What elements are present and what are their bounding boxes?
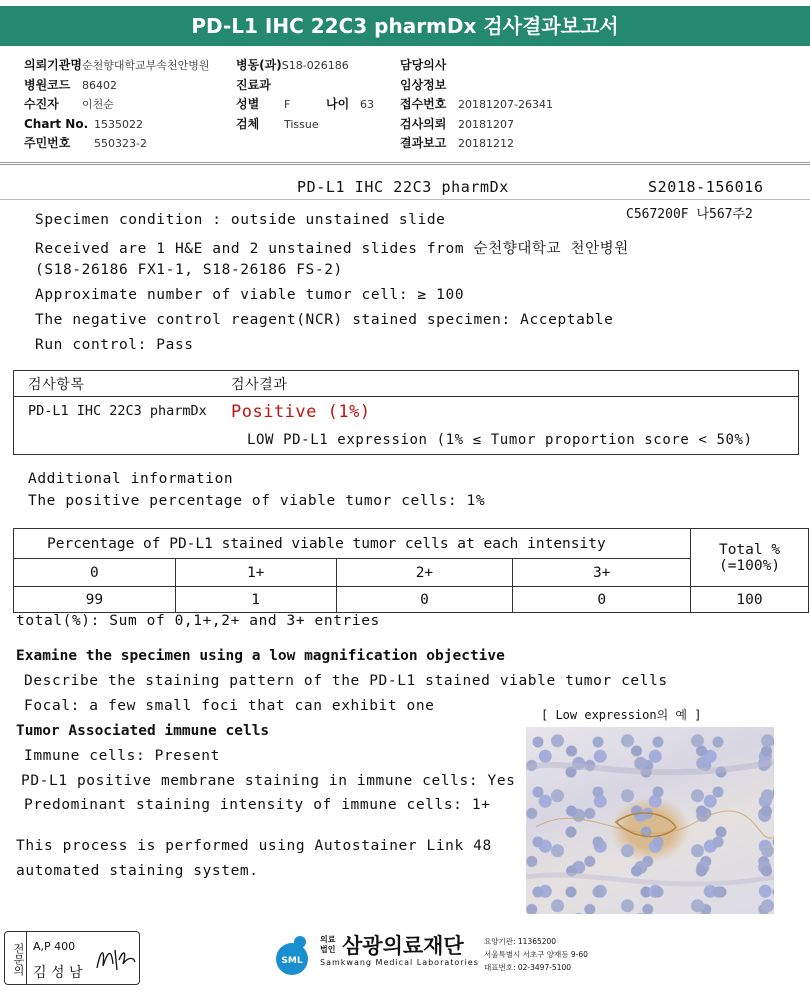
info-row-dept xyxy=(236,76,374,96)
intensity-value: 1 xyxy=(175,587,336,613)
report-title: PD-L1 IHC 22C3 pharmDx 검사결과보고서 xyxy=(0,6,810,46)
info-label: 검사의뢰 xyxy=(400,116,447,131)
foundation-type-2: 법인 xyxy=(320,945,336,954)
doctor-name: 김 성 남 xyxy=(33,965,83,981)
slide-ids: (S18-26186 FX1-1, S18-26186 FS-2) xyxy=(35,262,343,278)
info-label: 임상정보 xyxy=(400,77,447,92)
info-value: 550323-2 xyxy=(94,137,147,150)
run-control: Run control: Pass xyxy=(35,337,194,353)
logo-text: SML xyxy=(281,956,303,966)
examine-line2: Focal: a few small foci that can exhibit one xyxy=(24,698,435,714)
foundation-type-1: 의료 xyxy=(320,935,336,944)
info-row-hospital xyxy=(24,56,210,76)
contact-line: 서울특별시 서초구 양재동 9-60 xyxy=(484,950,588,959)
info-label: 진료과 xyxy=(236,77,271,92)
additional-text: The positive percentage of viable tumor cells: 1% xyxy=(28,493,486,509)
additional-title: Additional information xyxy=(28,471,234,487)
image-caption: [ Low expression의 예 ] xyxy=(541,708,702,722)
info-label: Chart No. xyxy=(24,116,89,131)
foundation-name: 삼광의료재단 xyxy=(342,934,464,958)
result-test-item: PD-L1 IHC 22C3 pharmDx xyxy=(28,403,207,419)
info-label: 결과보고 xyxy=(400,136,447,150)
info-value: 1535022 xyxy=(94,117,143,131)
info-label: 검체 xyxy=(236,116,260,131)
signature-box xyxy=(4,931,140,985)
info-row-chart xyxy=(24,115,210,135)
result-expression-note: LOW PD-L1 expression (1% ≤ Tumor proportion score < 50%) xyxy=(247,432,753,448)
result-table-divider xyxy=(13,396,799,397)
histology-overlay xyxy=(526,727,774,914)
info-value: 20181207-26341 xyxy=(458,98,553,111)
info-value: 63 xyxy=(360,98,374,111)
immune-line: Immune cells: Present xyxy=(24,748,220,764)
result-header-item: 검사항목 xyxy=(28,377,85,393)
table-footnote: total(%): Sum of 0,1+,2+ and 3+ entries xyxy=(16,613,380,629)
info-row-id xyxy=(24,134,210,154)
intensity-value: 0 xyxy=(513,587,691,613)
info-value: 20181212 xyxy=(458,137,514,150)
intensity-value: 99 xyxy=(14,587,176,613)
info-label: 병동(과) xyxy=(236,58,282,72)
examine-title: Examine the specimen using a low magnification objective xyxy=(16,648,505,664)
info-value: 이천순 xyxy=(82,98,114,111)
immune-title: Tumor Associated immune cells xyxy=(16,723,270,739)
result-header-result: 검사결과 xyxy=(231,377,288,393)
total-header-label: Total % xyxy=(718,541,781,558)
histology-image xyxy=(526,727,774,914)
intensity-header: 0 xyxy=(14,559,176,587)
intensity-header: 3+ xyxy=(513,559,691,587)
info-row-doctor xyxy=(400,56,553,76)
info-row-hospital-code xyxy=(24,76,210,96)
test-name-heading: PD-L1 IHC 22C3 pharmDx xyxy=(297,178,509,196)
total-header xyxy=(691,529,809,587)
info-value: 86402 xyxy=(82,78,117,92)
doctor-signature xyxy=(93,942,137,976)
patient-info-col2 xyxy=(236,56,374,134)
info-row-patient xyxy=(24,95,210,115)
report-footer xyxy=(0,925,810,996)
info-label: 담당의사 xyxy=(400,58,447,72)
sub-id: C567200F 나567주2 xyxy=(626,207,753,222)
patient-info-col1 xyxy=(24,56,210,154)
info-label: 접수번호 xyxy=(400,97,447,111)
examine-line1: Describe the staining pattern of the PD-L1 stained viable tumor cells xyxy=(24,673,668,689)
info-row-clinical xyxy=(400,76,553,96)
info-label: 성별 xyxy=(236,97,260,111)
contact-line: 대표번호: 02-3497-5100 xyxy=(484,963,572,972)
total-header-sub: (=100%) xyxy=(718,557,781,574)
info-value: 20181207 xyxy=(458,117,514,131)
immune-line: Predominant staining intensity of immune cells: 1+ xyxy=(24,797,491,813)
intensity-header: 1+ xyxy=(175,559,336,587)
intensity-total: 100 xyxy=(691,587,809,613)
ncr-status: The negative control reagent(NCR) stained specimen: Acceptable xyxy=(35,312,614,328)
info-label: 의뢰기관명 xyxy=(24,58,82,72)
specimen-condition: Specimen condition : outside unstained slide xyxy=(35,212,446,228)
info-row-sex-age xyxy=(236,95,374,115)
ap-number: A,P 400 xyxy=(33,940,76,953)
contact-line: 요양기관: 11365200 xyxy=(484,937,557,946)
process-line1: This process is performed using Autostainer Link 48 xyxy=(16,838,492,854)
info-label: 병원코드 xyxy=(24,77,71,92)
info-row-specimen xyxy=(236,115,374,135)
stamp-label: 전문의 xyxy=(5,932,27,984)
info-row-report-date xyxy=(400,134,553,154)
foundation-type xyxy=(320,935,335,955)
process-line2: automated staining system. xyxy=(16,863,259,879)
info-label: 수진자 xyxy=(24,97,59,111)
info-value: 순천향대학교부속천안병원 xyxy=(82,59,210,72)
report-id-divider xyxy=(0,199,810,200)
info-value: F xyxy=(284,98,291,111)
info-value: Tissue xyxy=(284,117,319,131)
intensity-header: 2+ xyxy=(336,559,513,587)
info-row-receipt xyxy=(400,95,553,115)
info-row-request xyxy=(400,115,553,135)
result-positive: Positive (1%) xyxy=(231,402,371,422)
info-row-ward xyxy=(236,56,374,76)
viable-tumor-cell: Approximate number of viable tumor cell: ≥ 100 xyxy=(35,287,465,303)
sml-logo-icon xyxy=(270,933,314,977)
info-value: S18-026186 xyxy=(281,59,349,72)
intensity-table-title: Percentage of PD-L1 stained viable tumor cells at each intensity xyxy=(14,529,691,559)
immune-line: PD-L1 positive membrane staining in immune cells: Yes xyxy=(21,773,516,789)
header-divider xyxy=(0,162,810,165)
received-slides: Received are 1 H&E and 2 unstained slides from 순천향대학교 천안병원 xyxy=(35,241,629,257)
intensity-value: 0 xyxy=(336,587,513,613)
foundation-english: Samkwang Medical Laboratories xyxy=(320,958,479,967)
info-label: 나이 xyxy=(326,97,350,111)
info-label: 주민번호 xyxy=(24,136,71,150)
patient-info-col3 xyxy=(400,56,553,154)
foundation-contact xyxy=(484,935,588,974)
intensity-table xyxy=(13,528,809,613)
report-id: S2018-156016 xyxy=(648,178,764,196)
